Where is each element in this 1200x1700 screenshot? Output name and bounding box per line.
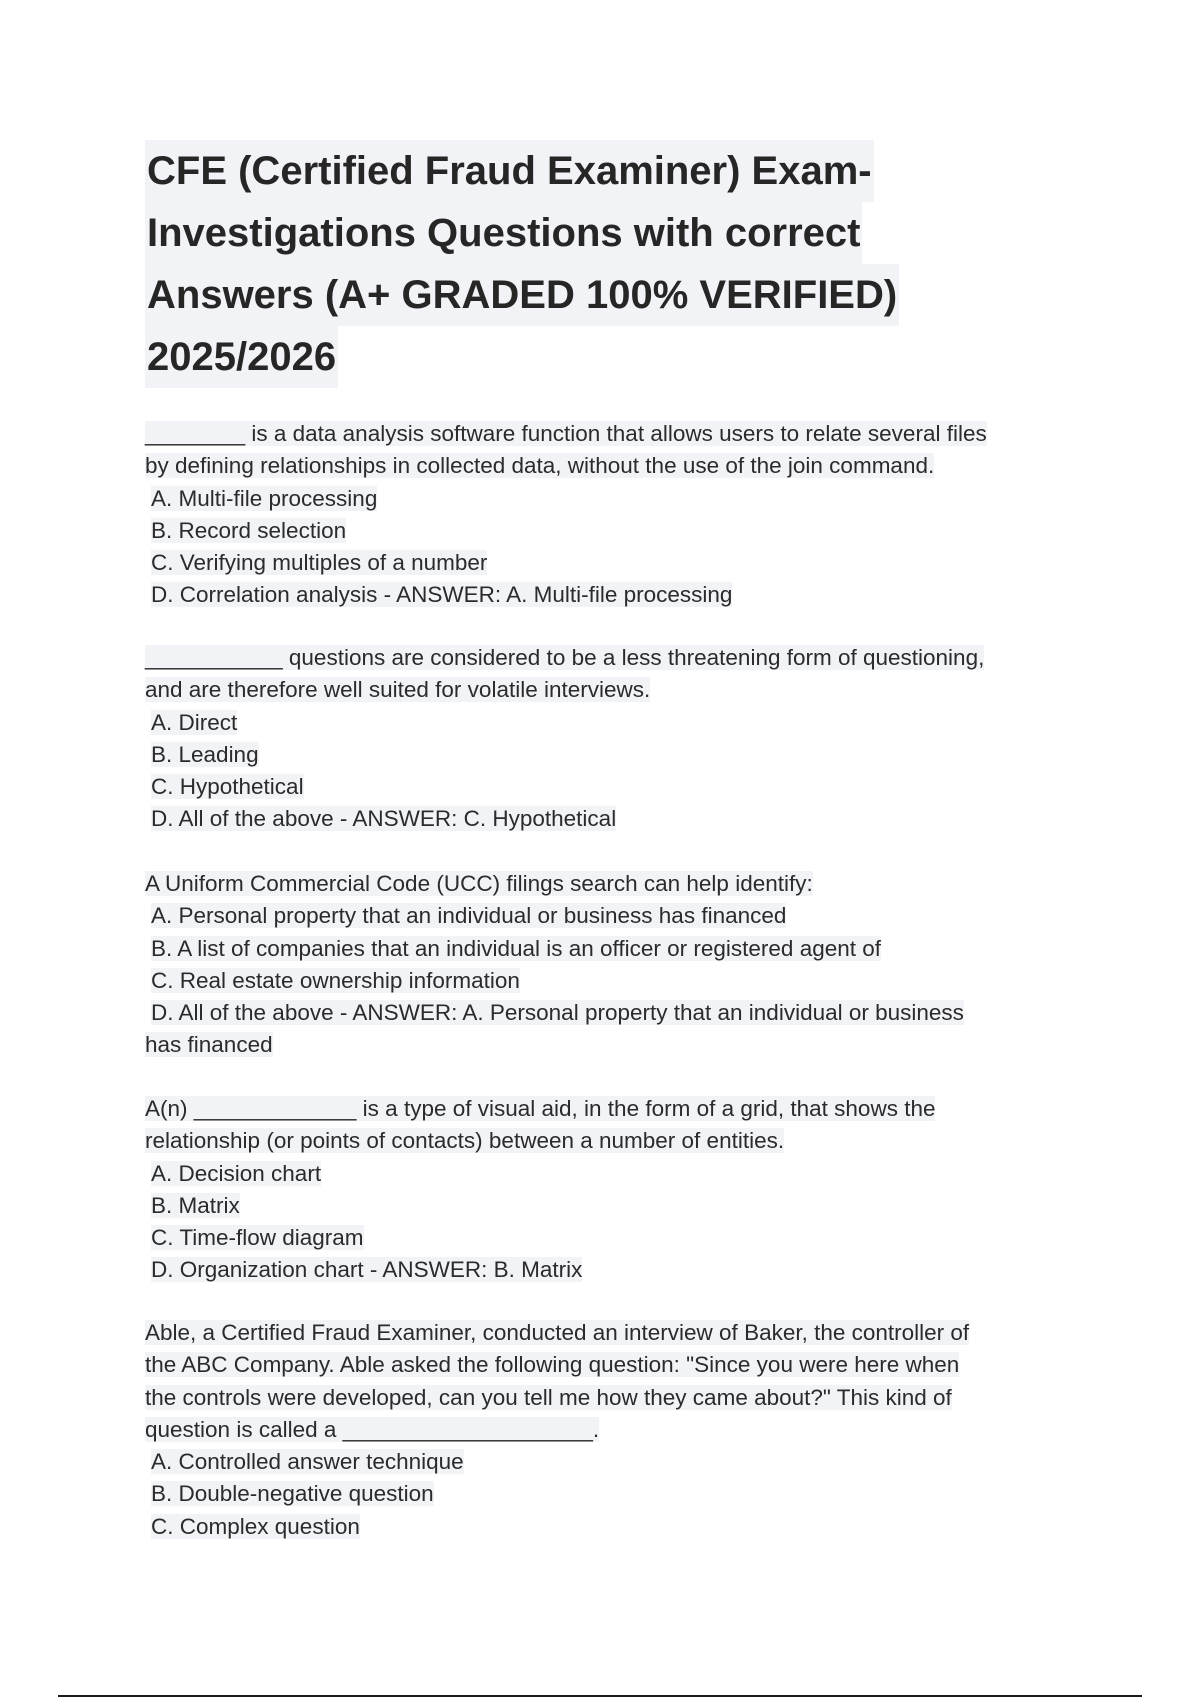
question-stem: relationship (or points of contacts) between a number of entities. xyxy=(145,1128,785,1154)
question-stem: Able, a Certified Fraud Examiner, conducted an interview of Baker, the controller of xyxy=(145,1320,970,1345)
answer-option: B. A list of companies that an individual is an officer or registered agent of xyxy=(151,935,882,961)
question-stem: A(n) _____________ is a type of visual aid, in the form of a grid, that shows the xyxy=(145,1096,936,1121)
answer-option: A. Direct xyxy=(151,709,238,735)
answer-option: C. Hypothetical xyxy=(151,774,304,800)
answer-option: C. Complex question xyxy=(151,1513,360,1539)
question-stem: the controls were developed, can you tell me how they came about?" This kind of xyxy=(145,1384,952,1410)
title-line: CFE (Certified Fraud Examiner) Exam- xyxy=(145,140,874,202)
title-line: 2025/2026 xyxy=(145,326,338,388)
answer-option: A. Personal property that an individual or business has financed xyxy=(151,903,787,929)
answer-option: A. Multi-file processing xyxy=(151,485,378,511)
answer-option-with-answer: D. Organization chart - ANSWER: B. Matrix xyxy=(151,1257,583,1283)
question-block xyxy=(145,868,1065,1062)
question-stem: the ABC Company. Able asked the following question: "Since you were here when xyxy=(145,1352,960,1378)
title-line: Answers (A+ GRADED 100% VERIFIED) xyxy=(145,264,899,326)
answer-option: B. Double-negative question xyxy=(151,1481,434,1507)
answer-option-with-answer: D. Correlation analysis - ANSWER: A. Multi-file processing xyxy=(151,582,733,608)
question-stem: and are therefore well suited for volatile interviews. xyxy=(145,677,651,703)
question-block xyxy=(145,1093,1065,1287)
answer-option: A. Decision chart xyxy=(151,1160,322,1186)
question-stem: by defining relationships in collected data, without the use of the join command. xyxy=(145,453,935,479)
answer-option: B. Leading xyxy=(151,741,259,767)
answer-option: C. Real estate ownership information xyxy=(151,967,520,993)
answer-option: C. Verifying multiples of a number xyxy=(151,550,488,576)
answer-option-with-answer: D. All of the above - ANSWER: A. Personal property that an individual or business xyxy=(151,1000,964,1026)
answer-option-with-answer: D. All of the above - ANSWER: C. Hypothetical xyxy=(151,806,617,832)
answer-option: B. Record selection xyxy=(151,517,347,543)
answer-option: B. Matrix xyxy=(151,1192,240,1218)
answer-option: A. Controlled answer technique xyxy=(151,1449,464,1475)
question-block xyxy=(145,642,1065,836)
document-title xyxy=(145,140,1045,388)
title-line: Investigations Questions with correct xyxy=(145,202,862,264)
question-block xyxy=(145,1317,1065,1543)
question-stem: A Uniform Commercial Code (UCC) filings search can help identify: xyxy=(145,871,813,896)
question-stem: ___________ questions are considered to be a less threatening form of questioning, xyxy=(145,645,985,670)
answer-continuation: has financed xyxy=(145,1032,273,1058)
question-stem: ________ is a data analysis software function that allows users to relate several files xyxy=(145,421,987,446)
answer-option: C. Time-flow diagram xyxy=(151,1225,364,1251)
question-block xyxy=(145,418,1065,612)
footer-divider xyxy=(58,1695,1142,1697)
question-stem: question is called a ____________________. xyxy=(145,1416,600,1442)
